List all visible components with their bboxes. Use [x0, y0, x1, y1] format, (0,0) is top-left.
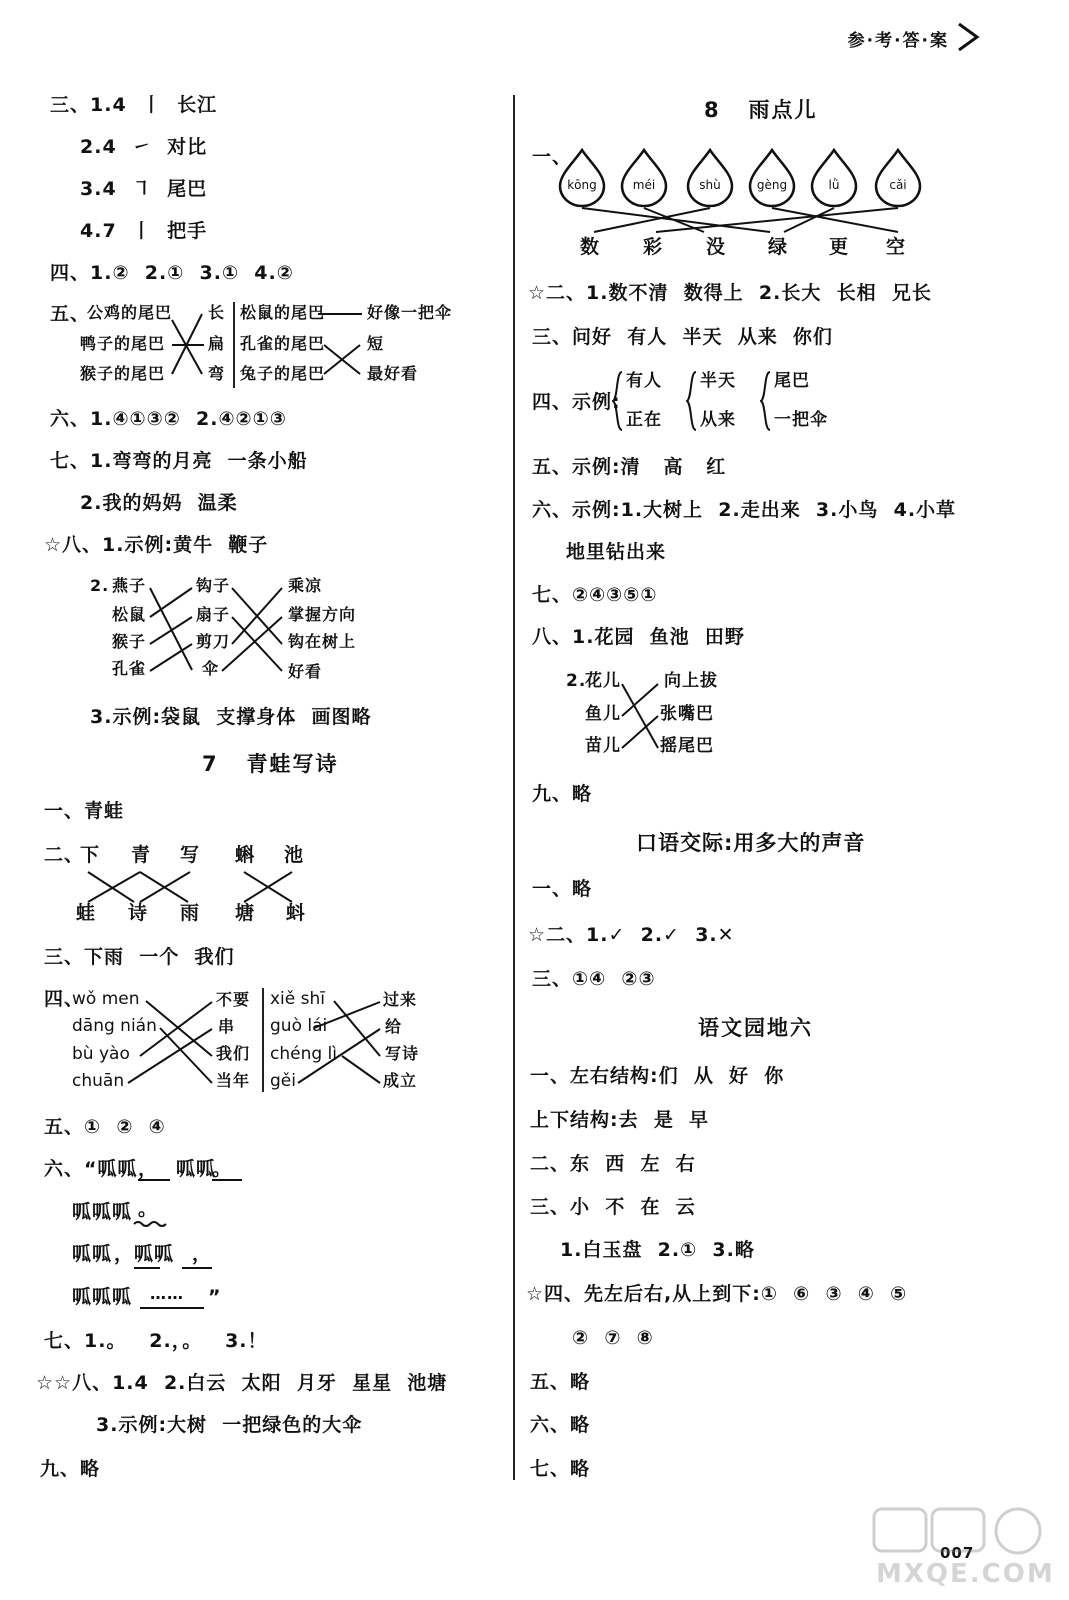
oral-2: ☆二、1.✓ 2.✓ 3.✕ [528, 924, 735, 946]
r-s1-bot6: 空 [886, 236, 907, 258]
l7-s6-prefix: 六、“呱呱 [44, 1158, 138, 1180]
l7-s2-bot3: 雨 [180, 902, 201, 924]
l7-s4-d4: 成立 [383, 1071, 418, 1090]
l7-s6-mid: 呱呱 [176, 1158, 217, 1180]
l7-s2-bot4: 塘 [235, 902, 256, 924]
r-s8-r2: 张嘴巴 [660, 704, 714, 724]
l7-s1: 一、青蛙 [44, 800, 125, 822]
l7-s6-blank1: ， [138, 1160, 170, 1181]
r-s8-prefix: 2. [566, 671, 587, 691]
l7-s6-l3-blank1: ，呱呱 [114, 1243, 175, 1265]
oral-title: 口语交际:用多大的声音 [636, 831, 866, 855]
brace-icon [612, 370, 624, 436]
garden-2: 二、东 西 左 右 [530, 1153, 696, 1175]
watermark-logo: MXQE.COM [870, 1505, 1050, 1595]
l7-s4-b1: 不要 [216, 990, 251, 1009]
raindrop-1-pinyin: kōng [567, 178, 597, 192]
header-arrow-icon [955, 20, 981, 58]
garden-3b: 1.白玉盘 2.① 3.略 [560, 1239, 755, 1261]
r-s1-bot2: 彩 [643, 236, 664, 258]
l-s8-1: ☆八、1.示例:黄牛 鞭子 [44, 534, 269, 556]
l7-s2-bot2: 诗 [128, 902, 149, 924]
l7-s4-separator [262, 988, 264, 1092]
l7-s4-b4: 当年 [216, 1071, 251, 1090]
l-s8-b3: 剪刀 [196, 632, 231, 651]
r-s3: 三、问好 有人 半天 从来 你们 [532, 326, 833, 348]
l7-s4-c2: guò lái [270, 1016, 328, 1036]
l-s5-b3: 弯 [208, 364, 226, 383]
l7-s4-prefix: 四、 [44, 988, 85, 1010]
l7-s4-c1: xiě shī [270, 989, 326, 1009]
l-s8-a1: 燕子 [112, 576, 147, 595]
garden-3: 三、小 不 在 云 [530, 1196, 696, 1218]
garden-1b: 上下结构:去 是 早 [530, 1109, 710, 1131]
r-s4-g2a: 半天 [700, 371, 736, 391]
raindrop-2-pinyin: méi [632, 178, 656, 192]
l-s5-c1: 松鼠的尾巴 [240, 303, 326, 322]
oral-1: 一、略 [532, 878, 593, 900]
l-s5-b1: 长 [208, 303, 226, 322]
l-s5-separator [233, 302, 235, 388]
l-s5-d1: 好像一把伞 [367, 303, 453, 322]
lesson7-title: 7 青蛙写诗 [202, 752, 339, 776]
garden-4: ☆四、先左后右,从上到下:① ⑥ ③ ④ ⑤ [526, 1283, 908, 1305]
r-s1-bot5: 更 [829, 236, 850, 258]
l7-s4-d3: 写诗 [385, 1044, 420, 1063]
l7-s4-c4: gěi [270, 1071, 296, 1091]
l-s8-a4: 孔雀 [112, 659, 147, 678]
r-s1-bot3: 没 [706, 236, 727, 258]
l-s5-a1: 公鸡的尾巴 [87, 303, 173, 322]
r-s8a: 八、1.花园 鱼池 田野 [532, 626, 745, 648]
l7-s5: 五、① ② ④ [44, 1116, 166, 1138]
l-s5-d2: 短 [367, 334, 385, 353]
l-s4: 四、1.② 2.① 3.① 4.② [50, 262, 294, 284]
r-s2: ☆二、1.数不清 数得上 2.长大 长相 兄长 [528, 282, 932, 304]
l7-s4-a1: wǒ men [72, 989, 140, 1009]
page-number: 007 [940, 1544, 975, 1562]
column-divider [513, 95, 515, 1480]
r-s4-prefix: 四、示例: [532, 391, 621, 413]
l7-s6-blank2: 。 [212, 1160, 242, 1181]
l7-s4-a2: dāng nián [72, 1016, 157, 1036]
l7-s2-prefix: 二、 [44, 844, 85, 866]
raindrop-6 [872, 148, 924, 208]
l-s5-a3: 猴子的尾巴 [80, 364, 166, 383]
l7-s6-l4-end: ” [208, 1286, 222, 1308]
l-s8-b1: 钩子 [196, 576, 231, 595]
l7-s6-l2-mark: 。 [138, 1198, 159, 1220]
l7-s3: 三、下雨 一个 我们 [44, 946, 235, 968]
l7-s6-l3-blank2: ， [192, 1243, 213, 1265]
raindrop-2 [618, 148, 670, 208]
r-s9: 九、略 [532, 783, 593, 805]
r-s1-bot4: 绿 [768, 236, 789, 258]
lesson8-title: 8 雨点儿 [704, 98, 818, 122]
l7-s8: ☆☆八、1.4 2.白云 太阳 月牙 星星 池塘 [36, 1372, 448, 1394]
l-s6: 六、1.④①③② 2.④②①③ [50, 408, 287, 430]
raindrop-4-pinyin: gèng [756, 178, 788, 192]
l-s8-a3: 猴子 [112, 632, 147, 651]
r-s4-g1a: 有人 [626, 371, 662, 391]
garden-4b: ② ⑦ ⑧ [572, 1327, 654, 1349]
l7-s4-d1: 过来 [383, 990, 418, 1009]
raindrop-5 [808, 148, 860, 208]
l7-s2-top1: 下 [80, 844, 101, 866]
raindrop-3 [684, 148, 736, 208]
r-s1-bot1: 数 [580, 236, 601, 258]
header-title: 参·考·答·案 [847, 31, 949, 51]
raindrop-6-pinyin: cǎi [889, 178, 907, 192]
l7-s4-c3: chéng lì [270, 1044, 337, 1064]
oral-3: 三、①④ ②③ [532, 968, 656, 990]
l7-s2-top3: 写 [180, 844, 201, 866]
l7-s2-bot1: 蛙 [76, 902, 97, 924]
r-s8-r3: 摇尾巴 [660, 736, 714, 756]
l7-s2-top5: 池 [284, 844, 305, 866]
garden-1: 一、左右结构:们 从 好 你 [530, 1065, 785, 1087]
l-s8-c2: 掌握方向 [288, 605, 357, 624]
l-s8-prefix: 2. [90, 576, 110, 595]
r-s8-r1: 向上拔 [664, 671, 718, 691]
l-s7-2: 2.我的妈妈 温柔 [80, 492, 238, 514]
garden-title: 语文园地六 [698, 1016, 813, 1040]
r-s4-g1b: 正在 [626, 410, 662, 430]
r-s4-g2b: 从来 [700, 410, 736, 430]
raindrop-4 [746, 148, 798, 208]
l-s3-3: 3.4 ㇕ 尾巴 [80, 178, 208, 200]
l-s5-b2: 扁 [208, 334, 226, 353]
brace-icon [760, 370, 772, 436]
r-s6b: 地里钻出来 [566, 541, 667, 563]
l7-s2-top2: 青 [131, 844, 152, 866]
l7-s2-bot5: 蚪 [286, 902, 307, 924]
garden-7: 七、略 [530, 1458, 591, 1480]
l-s5-prefix: 五、 [50, 303, 91, 325]
l7-s2-top4: 蝌 [235, 844, 256, 866]
l-s3-4: 4.7 丨 把手 [80, 220, 208, 242]
r-s4-g3b: 一把伞 [774, 410, 828, 430]
l7-s9: 九、略 [40, 1458, 101, 1480]
l7-s4-d2: 给 [385, 1017, 403, 1036]
garden-5: 五、略 [530, 1371, 591, 1393]
r-s5: 五、示例:清 高 红 [532, 456, 727, 478]
l7-s6-l2: 呱呱呱 [72, 1201, 133, 1223]
l-s5-c2: 孔雀的尾巴 [240, 334, 326, 353]
l-s7-1: 七、1.弯弯的月亮 一条小船 [50, 450, 308, 472]
l7-s4-b3: 我们 [216, 1044, 251, 1063]
l-s3-2: 2.4 ㇀ 对比 [80, 136, 208, 158]
brace-icon [686, 370, 698, 436]
raindrop-5-pinyin: lǜ [828, 178, 840, 192]
l-s8-b4: 伞 [202, 659, 220, 678]
l-s8-c3: 钩在树上 [288, 632, 357, 651]
l-s8-c4: 好看 [288, 662, 323, 681]
l7-s6-l4-mark: …… [150, 1284, 184, 1303]
r-s8-l1: 花儿 [585, 671, 621, 691]
l-s8-a2: 松鼠 [112, 605, 147, 624]
r-s7: 七、②④③⑤① [532, 584, 658, 606]
l7-s7: 七、1.。 2.，。 3.！ [44, 1330, 268, 1352]
r-s4-g3a: 尾巴 [774, 371, 810, 391]
l7-s4-a3: bù yào [72, 1044, 130, 1064]
garden-6: 六、略 [530, 1414, 591, 1436]
l-s5-a2: 鸭子的尾巴 [80, 334, 166, 353]
l7-s6-l4: 呱呱呱 [72, 1286, 133, 1308]
l7-s6-l3a: 呱呱 [72, 1243, 113, 1265]
raindrop-1 [556, 148, 608, 208]
l7-s8b: 3.示例:大树 一把绿色的大伞 [96, 1414, 363, 1436]
l-s8-c1: 乘凉 [288, 576, 323, 595]
r-s6a: 六、示例:1.大树上 2.走出来 3.小鸟 4.小草 [532, 499, 957, 521]
l7-s4-b2: 串 [218, 1017, 236, 1036]
r-s8-l3: 苗儿 [585, 736, 621, 756]
l-s8-b2: 扇子 [196, 605, 231, 624]
l-s8-3: 3.示例:袋鼠 支撑身体 画图略 [90, 706, 372, 728]
l7-s4-a4: chuān [72, 1071, 125, 1091]
l-s5-c3: 兔子的尾巴 [240, 364, 326, 383]
raindrop-3-pinyin: shù [699, 178, 721, 192]
r-s8-l2: 鱼儿 [585, 704, 621, 724]
r-s1-prefix: 一、 [532, 146, 573, 168]
l-s3-1: 三、1.4 丨 长江 [50, 94, 218, 116]
l-s5-d3: 最好看 [367, 364, 419, 383]
